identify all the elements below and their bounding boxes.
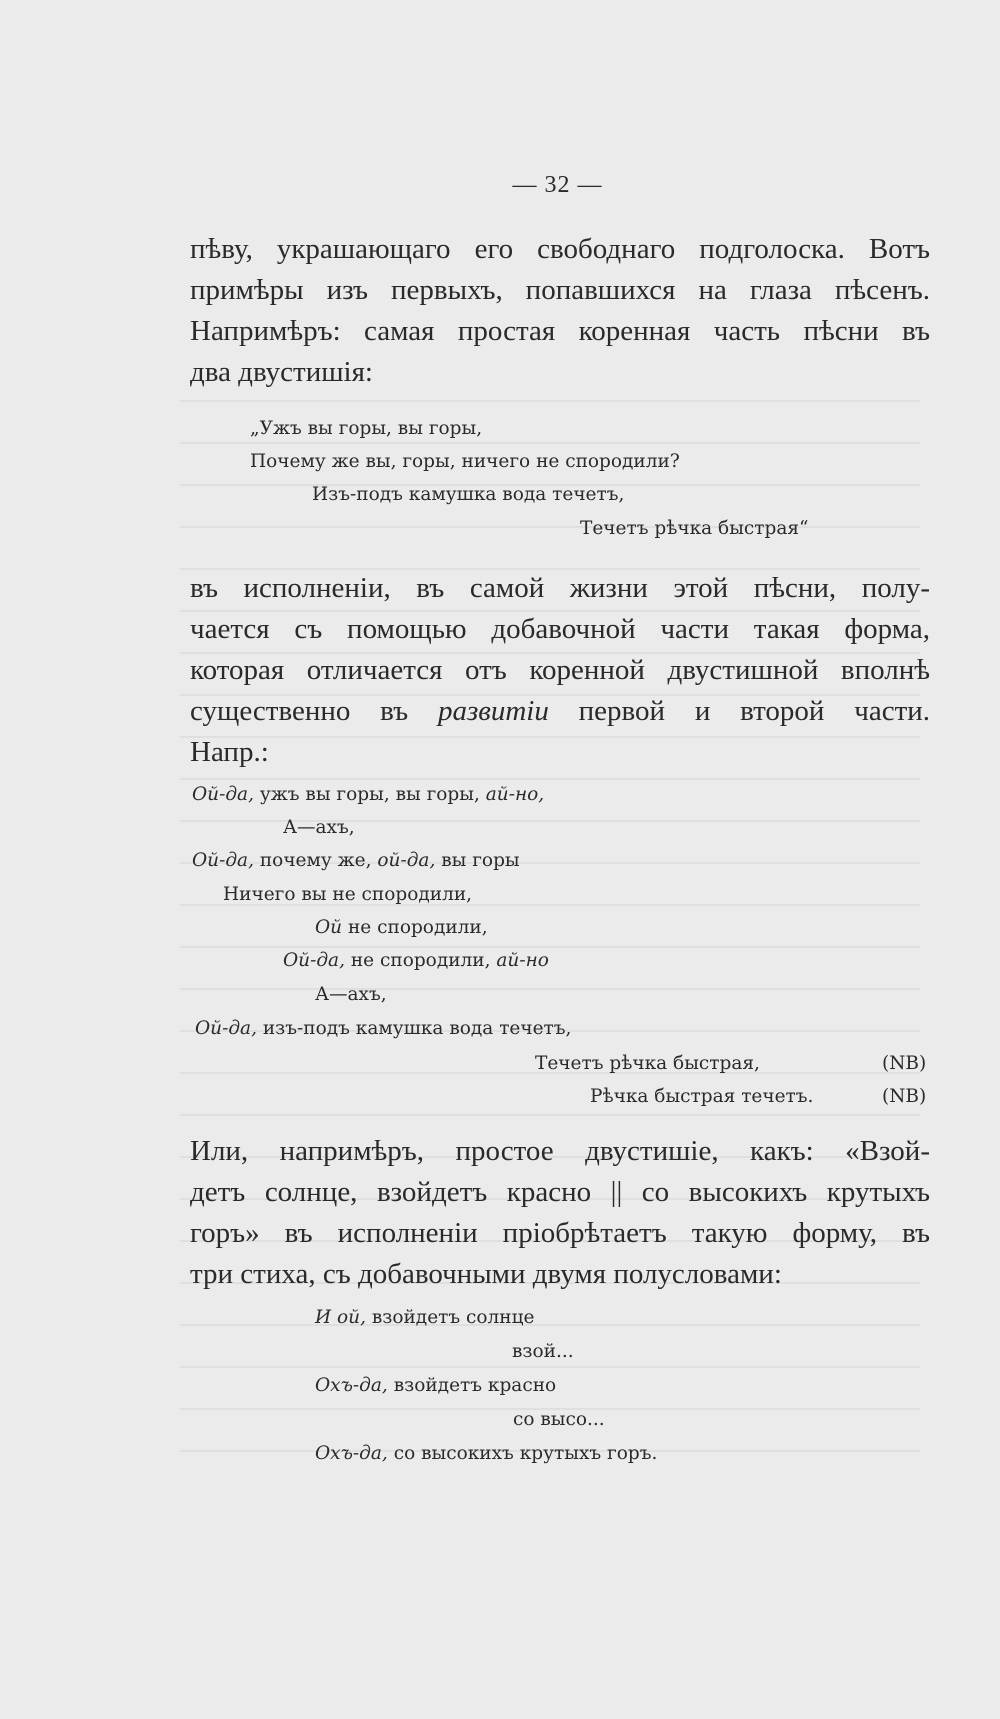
verse-line: взой... bbox=[512, 1341, 574, 1362]
paragraph-commentary bbox=[190, 568, 930, 773]
text-line: два двустишія: bbox=[190, 356, 373, 388]
text-line: чается съ помощью добавочной части такая форма, bbox=[190, 613, 930, 645]
text-line: Или, напримѣръ, простое двустишіе, какъ: «Взой- bbox=[190, 1135, 930, 1167]
text-line: въ исполненіи, въ самой жизни этой пѣсни, полу- bbox=[190, 572, 930, 604]
verse-line: Почему же вы, горы, ничего не спородили? bbox=[250, 451, 680, 472]
verse-line: Изъ-подъ камушка вода течетъ, bbox=[312, 484, 625, 505]
text-line: горъ» въ исполненіи пріобрѣтаетъ такую форму, въ bbox=[190, 1217, 930, 1249]
page-number: — 32 — bbox=[512, 172, 603, 198]
text-line: примѣры изъ первыхъ, попавшихся на глаза пѣсенъ. bbox=[190, 274, 930, 306]
emphasis-text: развитіи bbox=[437, 695, 549, 727]
verse-line bbox=[283, 950, 549, 971]
text-fragment: первой и второй части. bbox=[578, 695, 931, 727]
verse-text: вы горы bbox=[435, 850, 520, 871]
verse-text: взойдетъ солнце bbox=[365, 1307, 535, 1328]
refrain-word: Охъ-да, bbox=[315, 1443, 388, 1464]
verse-text: не спородили, bbox=[344, 950, 497, 971]
text-fragment: существенно въ bbox=[190, 695, 409, 727]
refrain-word: Охъ-да, bbox=[315, 1375, 388, 1396]
verse-text: взойдетъ красно bbox=[387, 1375, 557, 1396]
verse-line bbox=[315, 1375, 556, 1396]
refrain-word: Ой-да, bbox=[192, 850, 254, 871]
refrain-word: И ой, bbox=[315, 1307, 366, 1328]
paragraph-intro bbox=[190, 229, 930, 393]
verse-text: изъ-подъ камушка вода течетъ, bbox=[256, 1018, 572, 1039]
refrain-word: Ой-да, bbox=[195, 1018, 257, 1039]
verse-text: со высокихъ крутыхъ горъ. bbox=[387, 1443, 658, 1464]
refrain-word: ой-да, bbox=[377, 850, 436, 871]
verse-line: А—ахъ, bbox=[283, 817, 355, 838]
verse-text: не спородили, bbox=[342, 917, 488, 938]
verse-text: ужъ вы горы, вы горы, bbox=[253, 784, 486, 805]
refrain-word: Ой-да, bbox=[192, 784, 254, 805]
verse-line bbox=[315, 1443, 657, 1464]
paragraph-second-example bbox=[190, 1131, 930, 1295]
refrain-word: Ой bbox=[315, 917, 343, 938]
text-line: которая отличается отъ коренной двустишной вполнѣ bbox=[190, 654, 930, 686]
verse-line bbox=[192, 784, 544, 805]
refrain-word: Ой-да, bbox=[283, 950, 345, 971]
text-line bbox=[190, 691, 930, 732]
verse-line: Ничего вы не спородили, bbox=[223, 884, 473, 905]
verse-line bbox=[315, 1307, 534, 1328]
verse-line: „Ужъ вы горы, вы горы, bbox=[250, 418, 483, 439]
nb-mark: (NB) bbox=[882, 1053, 927, 1074]
verse-line: Рѣчка быстрая течетъ. bbox=[590, 1086, 814, 1107]
verse-text: почему же, bbox=[253, 850, 378, 871]
refrain-word: ай-но bbox=[496, 950, 549, 971]
verse-line: Течетъ рѣчка быстрая“ bbox=[580, 518, 809, 539]
text-line: Напримѣръ: самая простая коренная часть пѣсни въ bbox=[190, 315, 930, 347]
text-line: детъ солнце, взойдетъ красно || со высокихъ крутыхъ bbox=[190, 1176, 930, 1208]
verse-line: Течетъ рѣчка быстрая, bbox=[535, 1053, 760, 1074]
verse-line bbox=[192, 850, 520, 871]
verse-line: со высо... bbox=[513, 1409, 605, 1430]
text-line: пѣву, украшающаго его свободнаго подголоска. Вотъ bbox=[190, 233, 930, 265]
nb-mark: (NB) bbox=[882, 1086, 927, 1107]
refrain-word: ай-но, bbox=[485, 784, 545, 805]
verse-line bbox=[315, 917, 488, 938]
bleed-through-texture bbox=[180, 360, 940, 1480]
text-line: Напр.: bbox=[190, 736, 269, 768]
text-line: три стиха, съ добавочными двумя полусловами: bbox=[190, 1258, 782, 1290]
verse-line bbox=[195, 1018, 571, 1039]
verse-line: А—ахъ, bbox=[315, 984, 387, 1005]
